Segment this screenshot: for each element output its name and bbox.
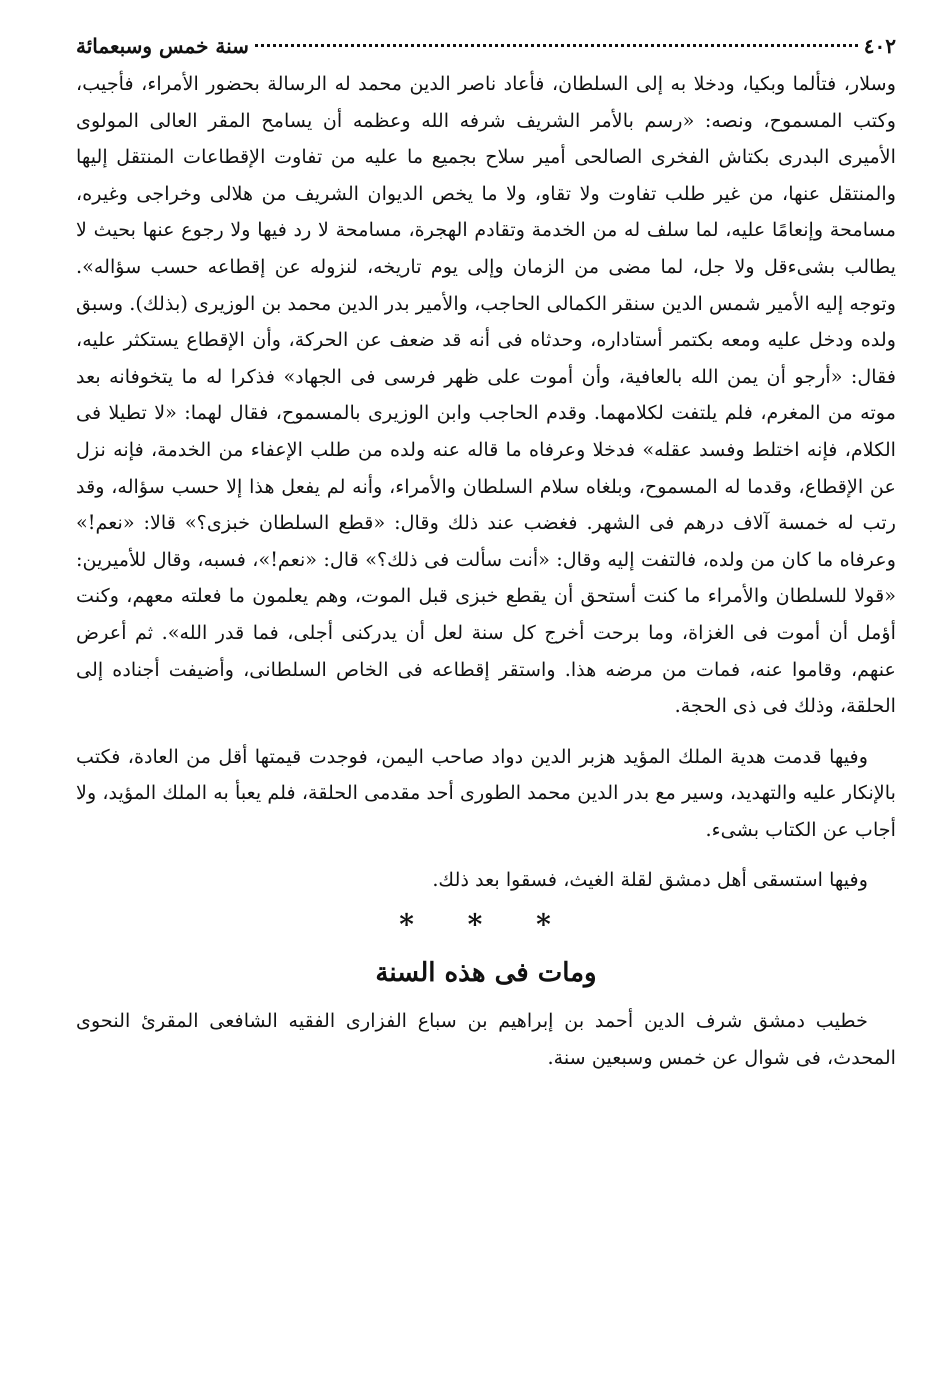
- obituary-paragraph: خطيب دمشق شرف الدين أحمد بن إبراهيم بن سباع الفزارى الفقيه الشافعى المقرئ النحوى المحدث، فى شوال عن خمس وسبعين سنة.: [76, 1009, 896, 1069]
- section-divider-stars: * * *: [399, 908, 573, 942]
- page-number: ٤٠٢: [863, 34, 896, 58]
- section-title: ومات فى هذه السنة: [375, 958, 597, 989]
- body-paragraph-2: وفيها قدمت هدية الملك المؤيد هزبر الدين دواد صاحب اليمن، فوجدت قيمتها أقل من العادة، فكتب بالإنكار عليه والتهديد، وسير مع بدر الدين محمد الطورى أحد مقدمى الحلقة، فلم يعبأ به الملك المؤيد، ولا أجاب عن الكتاب بشىء.: [76, 744, 896, 841]
- header-leader-dots: [255, 44, 858, 47]
- document-page: [76, 26, 896, 1366]
- running-header: [76, 26, 896, 66]
- paragraph-gap: [76, 848, 896, 862]
- body-paragraph-3: وفيها استسقى أهل دمشق لقلة الغيث، فسقوا بعد ذلك.: [432, 868, 868, 892]
- body-paragraph-1: وسلار، فتألما وبكيا، ودخلا به إلى السلطان، فأعاد ناصر الدين محمد له الرسالة بحضور الأمراء، فأجيب، وكتب المسموح، ونصه: «رسم بالأمر الشريف شرفه الله وعظمه أن يسامح المقر العالى المولوى الأميرى البدرى بكتاش الفخرى الصالحى أمير سلاح بجميع ما عليه من تفاوت الإقطاعات المنتقل إليها والمنتقل عنها، من غير طلب تفاوت ولا تقاو، ولا ما يخص الديوان الشريف من هلالى وخراجى وغيره، مسامحة وإنعامًا عليه، لما سلف له من الخدمة وتقادم الهجرة، مسامحة لا رد فيها ولا رجوع عنها بحيث لا يطالب بشىءقل ولا جل، لما مضى من الزمان وإلى يوم تاريخه، لنزوله عن إقطاعه حسب سؤاله». وتوجه إليه الأمير شمس الدين سنقر الكمالى الحاجب، والأمير بدر الدين محمد بن الوزيرى (بذلك). وسبق ولده ودخل عليه ومعه بكتمر أستاداره، وحدثاه فى أنه قد ضعف عن الحركة، وأن الإقطاع يستكثر عليه، فقال: «أرجو أن يمن الله بالعافية، وأن أموت على ظهر فرسى فى الجهاد» فذكرا له ما يتخوفانه بعد موته من المغرم، فلم يلتفت لكلامهما. وقدم الحاجب وابن الوزيرى بالمسموح، فقال لهما: «لا تطيلا فى الكلام، فإنه اختلط وفسد عقله» فدخلا وعرفاه ما قاله عنه ولده من طلب الإعفاء من الخدمة، فإنه نزل عن الإقطاع، وقدما له المسموح، وبلغاه سلام السلطان والأمراء، وأنه لم يفعل هذا إلا حسب سؤاله، وقد رتب له خمسة آلاف درهم فى الشهر. فغضب عند ذلك وقال: «قطع السلطان خبزى؟» قالا: «نعم!» وعرفاه ما كان من ولده، فالتفت إليه وقال: «أنت سألت فى ذلك؟» قال: «نعم!»، فسبه، وقال للأميرين: «قولا للسلطان والأمراء ما كنت أستحق أن يقطع خبزى قبل الموت، وهم يعلمون ما فعلته معهم، وكنت أؤمل أن أموت فى الغزاة، وما برحت أخرج كل سنة لعل أن يدركنى أجلى، فما قدر الله». ثم أعرض عنهم، وقاموا عنه، فمات من مرضه هذا. واستقر إقطاعه فى الخاص السلطانى، وأضيفت أجناده إلى الحلقة، وذلك فى ذى الحجة.: [76, 72, 897, 718]
- running-title: سنة خمس وسبعمائة: [76, 34, 249, 58]
- paragraph-gap: [76, 725, 896, 739]
